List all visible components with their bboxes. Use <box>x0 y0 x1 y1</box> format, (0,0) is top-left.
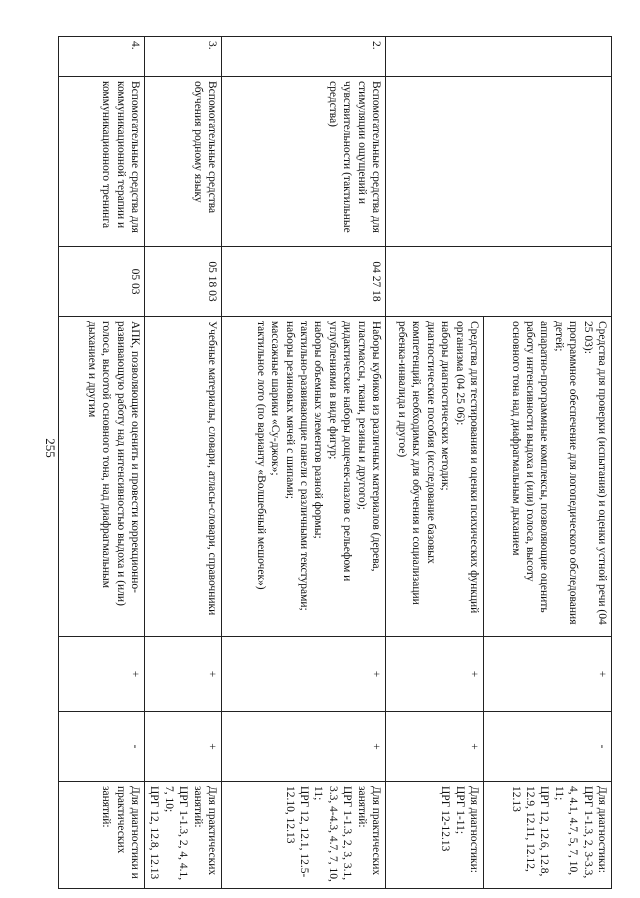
purpose-line: Для диагностики: <box>468 786 480 873</box>
purpose-line: ЦРГ 1-11; <box>453 786 466 835</box>
table-row <box>222 37 386 889</box>
mark-cell-2: - <box>59 712 145 782</box>
purpose-line: ЦРГ 1-1.3, 2, 4, 4.1, 7, 10; <box>162 786 190 881</box>
description-line: наборы объемных элементов разной формы; <box>312 321 325 539</box>
table-row <box>484 37 612 889</box>
purpose-cell <box>484 782 612 889</box>
row-code <box>386 247 612 317</box>
row-code: 05 18 03 <box>145 247 222 317</box>
row-name: Вспомогательные средства для коммуникационной терапии и коммуникационного тренинга <box>59 77 145 247</box>
description-line: аппаратно-программные комплексы, позволяющие оценить работу интенсивности выдоха и (или) голоса, высоту основного тона над диафрагмальным дыханием <box>509 321 551 613</box>
mark-cell-2: + <box>145 712 222 782</box>
description-cell <box>222 317 386 637</box>
row-name: Вспомогательные средства для стимуляции ощущений и чувствительности (тактильные средства) <box>222 77 386 247</box>
purpose-cell <box>386 782 484 889</box>
row-number: 4. <box>59 37 145 77</box>
mark-cell-1: + <box>59 637 145 712</box>
row-number <box>386 37 612 77</box>
mark-cell-1: + <box>386 637 484 712</box>
description-cell <box>386 317 484 637</box>
purpose-line: ЦРГ 12, 12.6, 12.8, 12.9, 12.11, 12.12, 12.13 <box>509 786 551 877</box>
purpose-line: Для практических занятий: <box>191 786 218 876</box>
purpose-cell <box>145 782 222 889</box>
description-line: наборы диагностических методик; <box>439 321 452 491</box>
description-line: программное обеспечение для логопедического обследования детей; <box>552 321 580 625</box>
purpose-line: ЦРГ 12-12.13 <box>439 786 452 852</box>
description-line: Учебные материалы, словари, атласы-словари, справочники <box>206 321 218 616</box>
row-number: 2. <box>222 37 386 77</box>
description-line: наборы резиновых мячей с шипами; <box>283 321 296 499</box>
rotated-table-container <box>66 36 612 888</box>
purpose-line: Для диагностики и практических занятий: <box>100 786 142 879</box>
purpose-line: ЦРГ 12, 12.1, 12.5-12.10, 12.13 <box>283 786 311 878</box>
mark-cell-1: + <box>222 637 386 712</box>
purpose-line: Для диагностики: <box>596 786 608 873</box>
mark-cell-1: + <box>484 637 612 712</box>
description-line: дидактические наборы дощечек-пазлов с рельефом и углублениями в виде фигур; <box>326 321 354 582</box>
page-number: 255 <box>42 438 58 458</box>
mark-cell-2: + <box>386 712 484 782</box>
table-row <box>59 37 145 889</box>
row-code: 04 27 18 <box>222 247 386 317</box>
mark-cell-1: + <box>145 637 222 712</box>
purpose-line: ЦРГ 12, 12.8, 12.13 <box>148 786 161 880</box>
description-line: Наборы кубиков из различных материалов (дерева, пластмассы, ткани, резины и другого); <box>355 321 382 572</box>
mark-cell-2: + <box>222 712 386 782</box>
table-row <box>145 37 222 889</box>
row-name: Вспомогательные средства обучения родному языку <box>145 77 222 247</box>
description-line: диагностические пособия (исследование базовых компетенций, необходимых для обучения и социализации ребенка-инвалида и другое) <box>396 321 437 605</box>
row-code: 05 03 <box>59 247 145 317</box>
description-line: тактильное лото (по варианту «Волшебный мешочек») <box>255 321 267 590</box>
description-cell <box>484 317 612 637</box>
purpose-line: ЦРГ 1-1.3, 2, 3, 3.1, 3.3, 4-4.3, 4.7, 7, 10, 11; <box>312 786 354 882</box>
description-line: тактильно-развивающие панели с различными текстурами; <box>298 321 311 611</box>
description-line: Средства для проверки (испытания) и оценки устной речи (04 25 03): <box>581 321 608 625</box>
description-cell <box>145 317 222 637</box>
purpose-line: Для практических занятий: <box>355 786 382 876</box>
description-line: Средства для тестирования и оценки психических функций организма (04 25 06): <box>453 321 480 614</box>
mark-cell-2: - <box>484 712 612 782</box>
row-name <box>386 77 612 247</box>
purpose-line: ЦРГ 1-1.3, 2, 3-3.3, 4, 4.1, 4.7, 5, 7, 10, 11; <box>552 786 594 879</box>
purpose-cell <box>59 782 145 889</box>
equipment-table <box>58 36 612 889</box>
description-line: АПК, позволяющие оценить и провести коррекционно-развивающую работу над интенсивностью выдоха и (или) голоса, высотой основного тона, над диафрагмальным дыханием и другим <box>86 321 142 606</box>
description-cell <box>59 317 145 637</box>
row-number: 3. <box>145 37 222 77</box>
description-line: массажные шарики «Су-джок»; <box>269 321 282 476</box>
purpose-cell <box>222 782 386 889</box>
